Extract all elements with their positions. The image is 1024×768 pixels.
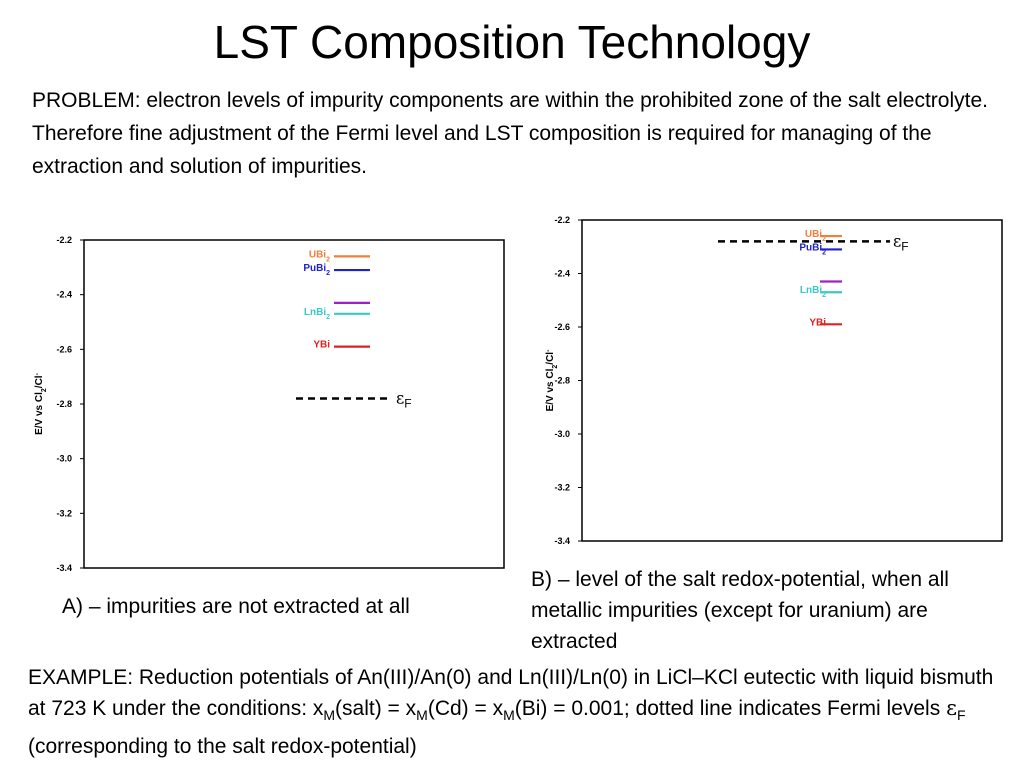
panel-b-frame bbox=[582, 220, 1002, 541]
panel-b-tick-label: -2.8 bbox=[554, 375, 570, 386]
panel-b-level-label: YBi bbox=[809, 317, 826, 329]
slide-title: LST Composition Technology bbox=[213, 16, 811, 68]
example-part3: (Cd) = x bbox=[427, 697, 504, 720]
caption-b: B) – level of the salt redox-potential, when all metallic impurities (except for uranium) are extracted bbox=[531, 568, 949, 653]
panel-a-fermi-label: $\varepsilon_F$ bbox=[396, 388, 412, 411]
panel-b-tick-label: -3.0 bbox=[554, 429, 570, 439]
panel-b-fermi-label: $\varepsilon_F$ bbox=[893, 231, 909, 254]
panel-a-tick-label: -3.0 bbox=[56, 453, 72, 464]
panel-b-tick-label: -3.2 bbox=[554, 482, 570, 493]
panel-b-level-label: LnBi$_2$ bbox=[799, 285, 826, 299]
panel-b-level-label: UBi$_2$ bbox=[804, 229, 826, 243]
panel-a-chart bbox=[34, 235, 505, 573]
panel-a-frame bbox=[84, 240, 504, 568]
panel-a-tick-label: -2.8 bbox=[56, 399, 72, 409]
panel-b-y-axis-label: E/V vs $Cl_2/Cl^-$ bbox=[544, 349, 559, 412]
panel-a-level-label: YBi bbox=[313, 339, 330, 351]
example-part5: (corresponding to the salt redox-potential) bbox=[28, 735, 417, 758]
panel-a-tick-label: -2.4 bbox=[56, 289, 72, 300]
example-sub-m3: M bbox=[503, 707, 515, 723]
example-part1: EXAMPLE: Reduction potentials of An(III)/An(0) and Ln(III)/Ln(0) in LiCl–KCl eutectic with liquid bismuth at 723 K under the conditions: x bbox=[28, 666, 994, 720]
panel-b-tick-label: -3.4 bbox=[554, 536, 570, 546]
example-sub-m2: M bbox=[416, 707, 428, 723]
panel-a-tick-label: -3.2 bbox=[56, 508, 72, 519]
example-sub-f: F bbox=[956, 707, 966, 723]
panel-a-level-label: PuBi$_2$ bbox=[303, 263, 330, 277]
panel-b-tick-label: -2.4 bbox=[554, 268, 570, 279]
example-part2: (salt) = x bbox=[335, 697, 417, 720]
panel-a-tick-label: -2.2 bbox=[56, 235, 72, 245]
panel-a-level-label: LnBi$_2$ bbox=[303, 306, 330, 321]
panel-a-tick-label: -2.6 bbox=[56, 344, 72, 355]
problem-text: PROBLEM: electron levels of impurity components are within the prohibited zone of the salt electrolyte. Therefore fine adjustment of the Fermi level and LST composition is required for managing of the extraction and solution of impurities. bbox=[32, 89, 988, 178]
panel-b-chart bbox=[545, 215, 1003, 546]
example-text bbox=[28, 662, 1008, 762]
panel-a-level-label: UBi$_2$ bbox=[308, 249, 330, 263]
panel-b-level-label: PuBi$_2$ bbox=[799, 242, 826, 256]
panel-b-tick-label: -2.6 bbox=[554, 322, 570, 332]
panel-a-tick-label: -3.4 bbox=[56, 563, 72, 573]
example-epsilon: ε bbox=[946, 696, 957, 720]
panel-a-y-axis-label: E/V vs $Cl_2/Cl^-$ bbox=[33, 373, 48, 435]
example-sub-m1: M bbox=[323, 707, 336, 723]
panel-b-tick-label: -2.2 bbox=[554, 215, 570, 225]
caption-a: A) – impurities are not extracted at all bbox=[62, 595, 410, 618]
example-part4: (Bi) = 0.001; dotted line indicates Fermi levels bbox=[514, 697, 947, 720]
